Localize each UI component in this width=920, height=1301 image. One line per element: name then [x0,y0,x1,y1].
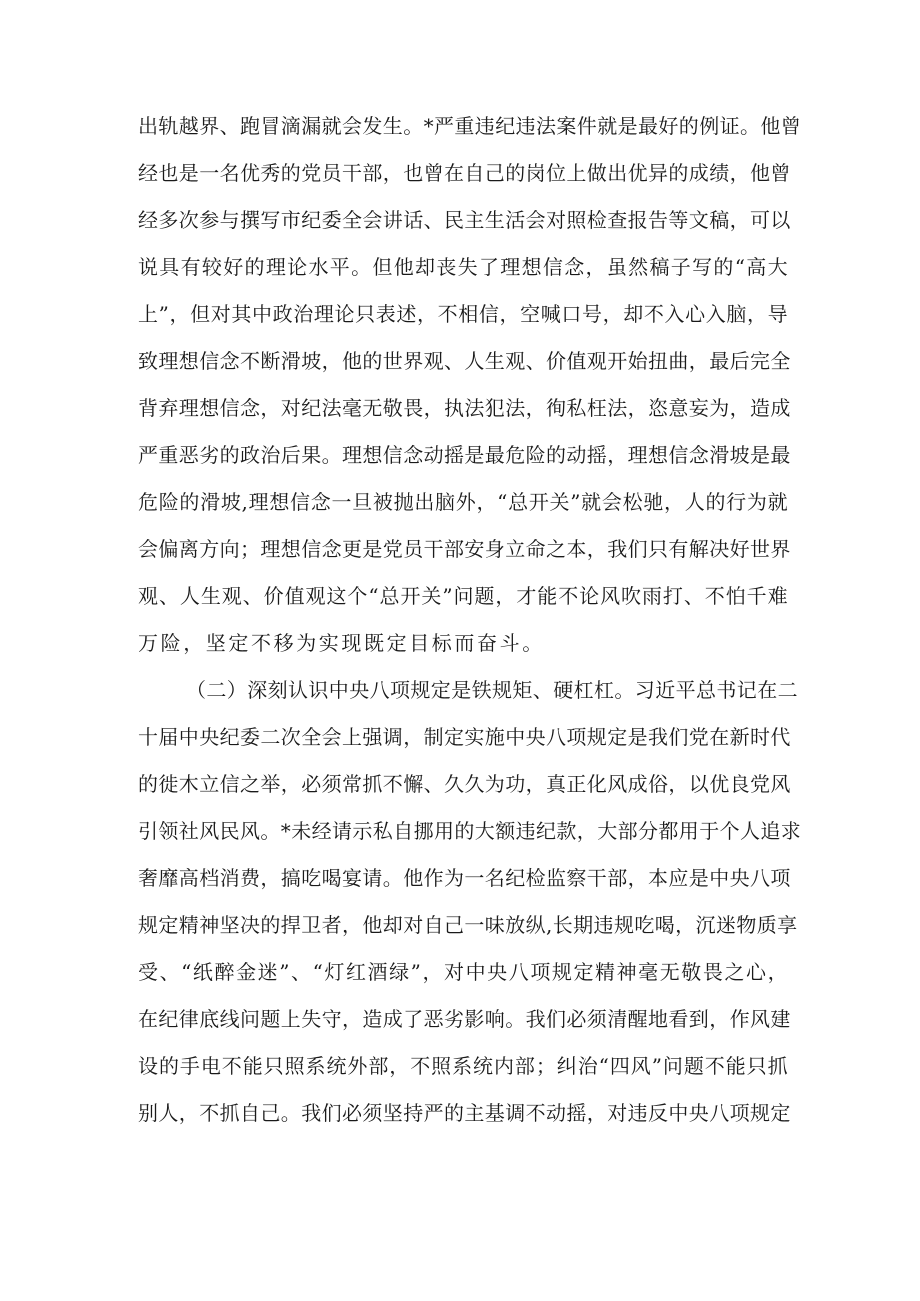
paragraph-1-line: 会偏离方向；理想信念更是党员干部安身立命之本，我们只有解决好世界 [138,537,791,561]
paragraph-2-line: 引领社风民风。*未经请示私自挪用的大额违纪款，大部分都用于个人追求 [138,819,802,843]
paragraph-1-line: 上”，但对其中政治理论只表述，不相信，空喊口号，却不入心入脑，导 [138,302,788,326]
paragraph-1-line: 万险，坚定不移为实现既定目标而奋斗。 [138,631,545,655]
paragraph-2-line: （二）深刻认识中央八项规定是铁规矩、硬杠杠。习近平总书记在二 [186,678,798,702]
paragraph-2-line: 别人，不抓自己。我们必须坚持严的主基调不动摇，对违反中央八项规定 [138,1101,791,1125]
paragraph-2-line: 的徙木立信之举，必须常抓不懈、久久为功，真正化风成俗，以优良党风 [138,772,791,796]
paragraph-1-line: 经也是一名优秀的党员干部，也曾在自己的岗位上做出优异的成绩，他曾 [138,161,791,185]
paragraph-1-line: 说具有较好的理论水平。但他却丧失了理想信念，虽然稿子写的“高大 [138,255,788,279]
paragraph-1-line: 出轨越界、跑冒滴漏就会发生。*严重违纪违法案件就是最好的例证。他曾 [138,114,802,138]
paragraph-2-line: 十届中央纪委二次全会上强调，制定实施中央八项规定是我们党在新时代 [138,725,791,749]
paragraph-1-line: 观、人生观、价值观这个“总开关”问题，才能不论风吹雨打、不怕千难 [138,584,788,608]
paragraph-1-line: 严重恶劣的政治后果。理想信念动摇是最危险的动摇，理想信念滑坡是最 [138,443,791,467]
paragraph-2-line: 设的手电不能只照系统外部，不照系统内部；纠治“四风”问题不能只抓 [138,1054,788,1078]
paragraph-2-line: 规定精神坚决的捍卫者，他却对自己一味放纵,长期违规吃喝，沉迷物质享 [138,913,798,937]
paragraph-2-line: 在纪律底线问题上失守，造成了恶劣影响。我们必须清醒地看到，作风建 [138,1007,791,1031]
paragraph-1-line: 危险的滑坡,理想信念一旦被抛出脑外，“总开关”就会松驰，人的行为就 [138,490,788,514]
paragraph-1-line: 背弃理想信念，对纪法毫无敬畏，执法犯法，徇私枉法，恣意妄为，造成 [138,396,791,420]
paragraph-1-line: 致理想信念不断滑坡，他的世界观、人生观、价值观开始扭曲，最后完全 [138,349,791,373]
paragraph-2-line: 奢靡高档消费，搞吃喝宴请。他作为一名纪检监察干部，本应是中央八项 [138,866,791,890]
paragraph-1-line: 经多次参与撰写市纪委全会讲话、民主生活会对照检查报告等文稿，可以 [138,208,791,232]
paragraph-2-line: 受、“纸醉金迷”、“灯红酒绿”，对中央八项规定精神毫无敬畏之心， [138,960,788,984]
